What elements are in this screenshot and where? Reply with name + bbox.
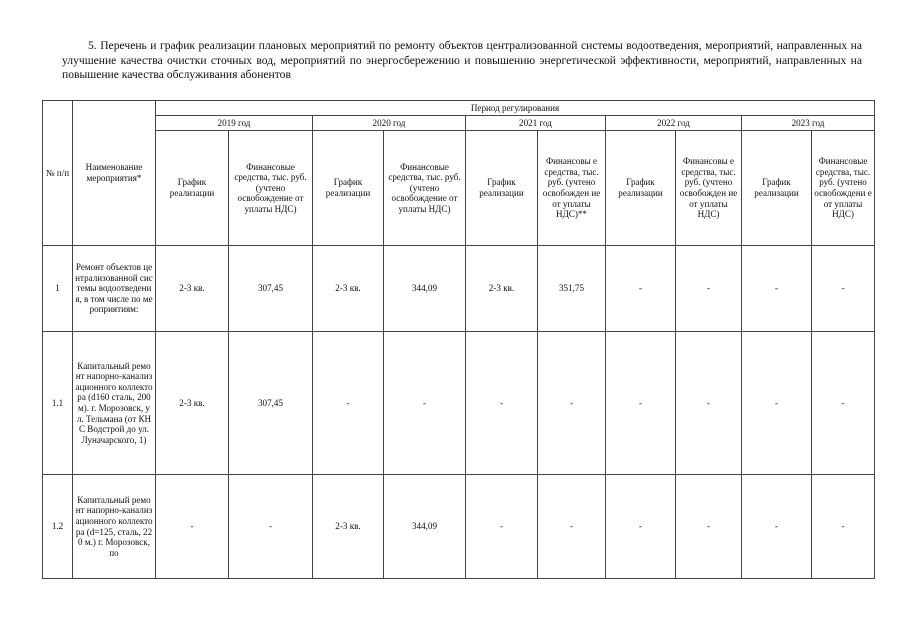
header-schedule-2021: График реализации bbox=[466, 131, 538, 246]
cell-schedule-2019: 2-3 кв. bbox=[156, 246, 229, 332]
cell-schedule-2021: - bbox=[466, 332, 538, 475]
cell-schedule-2021: 2-3 кв. bbox=[466, 246, 538, 332]
cell-schedule-2023: - bbox=[742, 475, 812, 579]
header-schedule-2019: График реализации bbox=[156, 131, 229, 246]
cell-schedule-2022: - bbox=[606, 332, 676, 475]
row-num: 1.1 bbox=[43, 332, 73, 475]
cell-finance-2022: - bbox=[676, 246, 742, 332]
cell-finance-2020: 344,09 bbox=[384, 475, 466, 579]
header-finance-2023: Финансовые средства, тыс. руб. (учтено освобождени е от уплаты НДС) bbox=[812, 131, 875, 246]
cell-schedule-2023: - bbox=[742, 332, 812, 475]
cell-finance-2022: - bbox=[676, 332, 742, 475]
document-heading bbox=[62, 39, 862, 83]
heading-number: 5. bbox=[88, 39, 97, 52]
row-name: Капитальный ремонт напорно-канализационного коллектора (d=125, сталь, 220 м.) г. Морозовск, по bbox=[73, 475, 156, 579]
header-year-2023: 2023 год bbox=[742, 116, 875, 131]
header-finance-2022: Финансовы е средства, тыс. руб. (учтено освобожден ие от уплаты НДС) bbox=[676, 131, 742, 246]
table-row bbox=[43, 475, 875, 579]
heading-text: Перечень и график реализации плановых мероприятий по ремонту объектов централизованной системы водоотведения, мероприятий, направленных на улучшение качества очистки сточных вод, мероприятий по энергосбережению и повышению энергетической эффективности, мероприятий, направленных на повышение качества обслуживания абонентов bbox=[62, 39, 862, 81]
cell-finance-2023: - bbox=[812, 475, 875, 579]
cell-schedule-2020: 2-3 кв. bbox=[313, 475, 384, 579]
header-schedule-2020: График реализации bbox=[313, 131, 384, 246]
table-row bbox=[43, 246, 875, 332]
cell-finance-2020: - bbox=[384, 332, 466, 475]
row-num: 1 bbox=[43, 246, 73, 332]
cell-schedule-2022: - bbox=[606, 246, 676, 332]
header-year-2020: 2020 год bbox=[313, 116, 466, 131]
header-year-2021: 2021 год bbox=[466, 116, 606, 131]
header-period: Период регулирования bbox=[156, 101, 875, 116]
cell-finance-2022: - bbox=[676, 475, 742, 579]
cell-schedule-2020: - bbox=[313, 332, 384, 475]
cell-finance-2021: 351,75 bbox=[538, 246, 606, 332]
cell-finance-2019: - bbox=[229, 475, 313, 579]
cell-schedule-2019: 2-3 кв. bbox=[156, 332, 229, 475]
cell-finance-2019: 307,45 bbox=[229, 332, 313, 475]
cell-finance-2021: - bbox=[538, 475, 606, 579]
header-name: Наименование мероприятия* bbox=[73, 101, 156, 246]
row-name: Капитальный ремонт напорно-канализационного коллектора (d160 сталь, 200м). г. Морозовск, ул. Тельмана (от КНС Водстрой до ул. Луначарского, 1) bbox=[73, 332, 156, 475]
header-year-2019: 2019 год bbox=[156, 116, 313, 131]
header-year-2022: 2022 год bbox=[606, 116, 742, 131]
header-finance-2021: Финансовы е средства, тыс. руб. (учтено освобожден ие от уплаты НДС)** bbox=[538, 131, 606, 246]
table-row bbox=[43, 332, 875, 475]
header-num: № п/п bbox=[43, 101, 73, 246]
header-finance-2019: Финансовые средства, тыс. руб. (учтено освобождение от уплаты НДС) bbox=[229, 131, 313, 246]
cell-finance-2023: - bbox=[812, 332, 875, 475]
header-finance-2020: Финансовые средства, тыс. руб. (учтено освобождение от уплаты НДС) bbox=[384, 131, 466, 246]
cell-finance-2020: 344,09 bbox=[384, 246, 466, 332]
cell-finance-2021: - bbox=[538, 332, 606, 475]
row-num: 1.2 bbox=[43, 475, 73, 579]
cell-schedule-2020: 2-3 кв. bbox=[313, 246, 384, 332]
cell-schedule-2022: - bbox=[606, 475, 676, 579]
header-schedule-2022: График реализации bbox=[606, 131, 676, 246]
cell-schedule-2021: - bbox=[466, 475, 538, 579]
cell-schedule-2019: - bbox=[156, 475, 229, 579]
schedule-table bbox=[42, 100, 875, 579]
cell-schedule-2023: - bbox=[742, 246, 812, 332]
cell-finance-2019: 307,45 bbox=[229, 246, 313, 332]
header-schedule-2023: График реализации bbox=[742, 131, 812, 246]
cell-finance-2023: - bbox=[812, 246, 875, 332]
row-name: Ремонт объектов централизованной системы водоотведения, в том числе по мероприятиям: bbox=[73, 246, 156, 332]
